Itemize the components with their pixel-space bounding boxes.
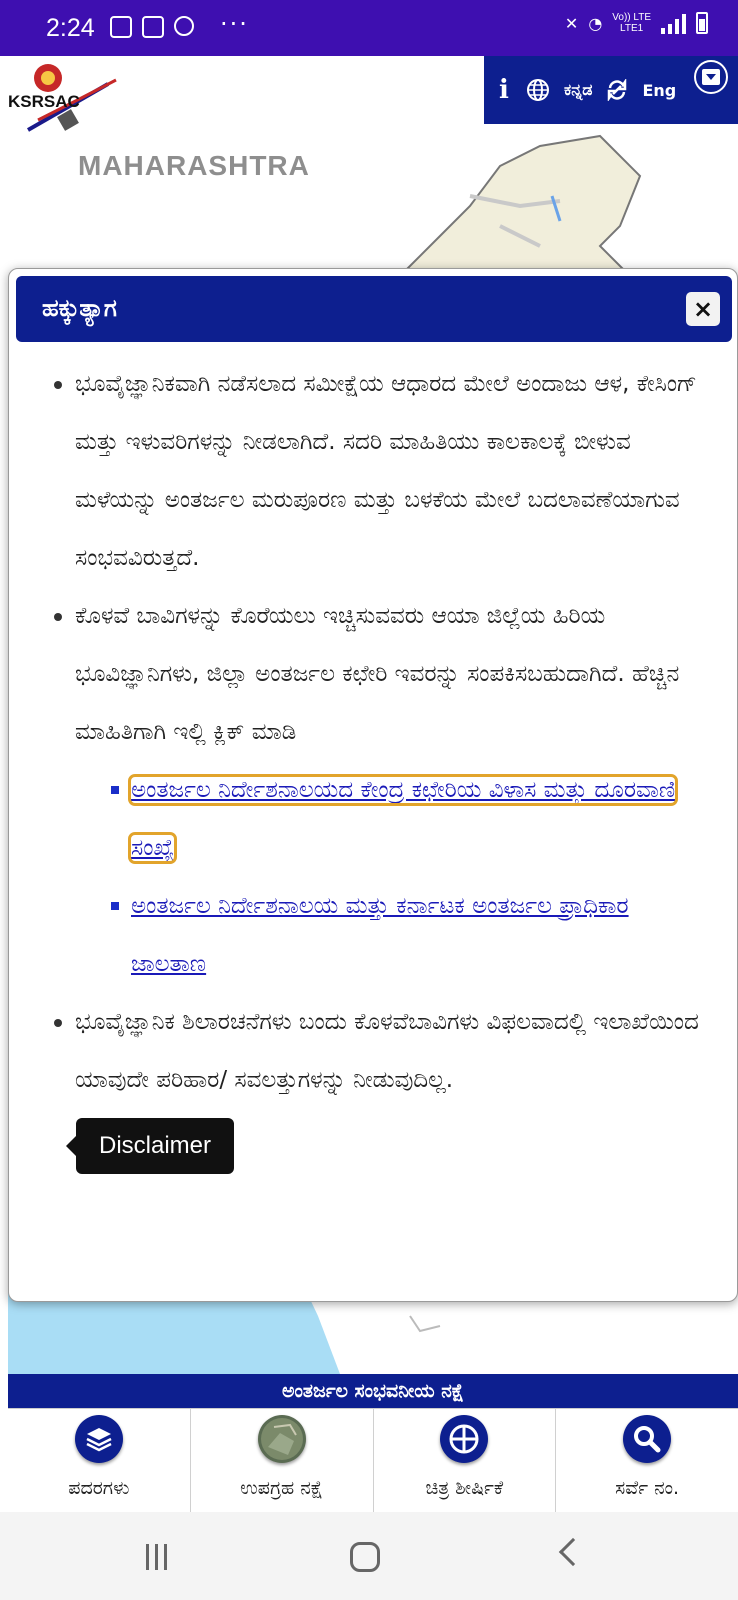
info-icon[interactable]: i (499, 75, 509, 105)
close-icon[interactable]: × (686, 292, 720, 326)
nav-satellite-label: ಉಪಗ್ರಹ ನಕ್ಷೆ (240, 1477, 324, 1499)
accessibility-icon (174, 16, 194, 36)
nav-image-title[interactable] (374, 1409, 557, 1512)
status-time: 2:24 (46, 14, 95, 42)
nav-image-title-label: ಚಿತ್ರ ಶೀರ್ಷಿಕೆ (425, 1477, 504, 1499)
grid-icon (440, 1415, 488, 1463)
modal-title: ಹಕ್ಕುತ್ಯಾಗ (42, 294, 117, 322)
top-toolbar (484, 56, 738, 124)
map-state-label: MAHARASHTRA (78, 150, 310, 181)
gallery-icon (110, 16, 132, 38)
disclaimer-point-1: ಭೂವೈಜ್ಞಾನಿಕವಾಗಿ ನಡೆಸಲಾದ ಸಮೀಕ್ಷೆಯ ಆಧಾರದ ಮೇಲೆ ಅಂದಾಜು ಆಳ, ಕೇಸಿಂಗ್ ಮತ್ತು ಇಳುವರಿಗಳನ್ನು ನೀಡಲಾಗಿದೆ. ಸದರಿ ಮಾಹಿತಿಯು ಕಾಲಕಾಲಕ್ಕೆ ಬೀಳುವ ಮಳೆಯನ್ನು ಅಂತರ್ಜಲ ಮರುಪೂರಣ ಮತ್ತು ಬಳಕೆಯ ಮೇಲೆ ಬದಲಾವಣೆಯಾಗುವ ಸಂಭವವಿರುತ್ತದೆ. (75, 355, 699, 587)
wifi-icon: ◔ (588, 13, 603, 33)
lte-line1: Vo)) LTE (612, 12, 651, 23)
satellite-icon (258, 1415, 306, 1463)
home-icon[interactable] (350, 1542, 380, 1572)
lang-english-button[interactable]: Eng (642, 80, 677, 100)
nav-layers-label: ಪದರಗಳು (68, 1477, 130, 1499)
swap-language-icon[interactable] (606, 79, 628, 101)
modal-header (16, 276, 732, 342)
recent-apps-icon[interactable] (146, 1544, 167, 1570)
lang-kannada-button[interactable]: ಕನ್ನಡ (564, 80, 593, 99)
back-icon[interactable] (559, 1538, 587, 1566)
lte-line2: LTE1 (620, 23, 644, 34)
system-status-icons (565, 12, 708, 34)
disclaimer-tooltip: Disclaimer (76, 1118, 234, 1174)
battery-icon (696, 12, 708, 34)
map-title-banner: ಅಂತರ್ಜಲ ಸಂಭವನೀಯ ನಕ್ಷೆ (8, 1374, 738, 1408)
mute-icon: ✕ (564, 13, 579, 33)
disclaimer-point-2: ಕೊಳವೆ ಬಾವಿಗಳನ್ನು ಕೊರೆಯಲು ಇಚ್ಚಿಸುವವರು ಆಯಾ ಜಿಲ್ಲೆಯ ಹಿರಿಯ ಭೂವಿಜ್ಞಾನಿಗಳು, ಜಿಲ್ಲಾ ಅಂತರ್ಜಲ ಕಛೇರಿ ಇವರನ್ನು ಸಂಪಕಿಸಬಹುದಾಗಿದೆ. ಹೆಚ್ಚಿನ ಮಾಹಿತಿಗಾಗಿ ಇಲ್ಲಿ ಕ್ಲಿಕ್ ಮಾಡಿ (75, 587, 699, 761)
logo-text: KSRSAC (8, 92, 80, 111)
nav-survey-number[interactable] (556, 1409, 738, 1512)
signal-icon (661, 12, 686, 34)
contact-links-list (131, 761, 699, 993)
bottom-nav (8, 1408, 738, 1512)
more-notifications-icon: ··· (220, 10, 249, 38)
system-nav-bar (0, 1512, 738, 1600)
contact-link-item-1 (131, 761, 699, 877)
groundwater-authority-website-link[interactable]: ಅಂತರ್ಜಲ ನಿರ್ದೇಶನಾಲಯ ಮತ್ತು ಕರ್ನಾಟಕ ಅಂತರ್ಜಲ ಪ್ರಾಧಿಕಾರ ಜಾಲತಾಣ (131, 893, 629, 977)
globe-icon[interactable] (526, 78, 550, 102)
lte-indicator (612, 12, 651, 34)
nav-layers[interactable] (8, 1409, 191, 1512)
disclaimer-point-3: ಭೂವೈಜ್ಞಾನಿಕ ಶಿಲಾರಚನೆಗಳು ಬಂದು ಕೊಳವೆಬಾವಿಗಳು ವಿಫಲವಾದಲ್ಲಿ ಇಲಾಖೆಯಿಂದ ಯಾವುದೇ ಪರಿಹಾರ/ ಸವಲತ್ತುಗಳನ್ನು ನೀಡುವುದಿಲ್ಲ. (75, 993, 699, 1109)
nav-survey-label: ಸರ್ವೆ ನಂ. (615, 1477, 680, 1499)
modal-body (9, 355, 738, 1109)
layers-icon (75, 1415, 123, 1463)
nav-satellite-map[interactable] (191, 1409, 374, 1512)
search-icon (623, 1415, 671, 1463)
contact-link-item-2 (131, 877, 699, 993)
status-bar (0, 0, 738, 56)
dropdown-toggle-icon[interactable] (694, 60, 728, 94)
notification-icons (110, 16, 194, 38)
edit-icon (142, 16, 164, 38)
head-office-address-link[interactable]: ಅಂತರ್ಜಲ ನಿರ್ದೇಶನಾಲಯದ ಕೇಂದ್ರ ಕಛೇರಿಯ ವಿಳಾಸ ಮತ್ತು ದೂರವಾಣಿ ಸಂಖ್ಯೆ (131, 777, 676, 861)
